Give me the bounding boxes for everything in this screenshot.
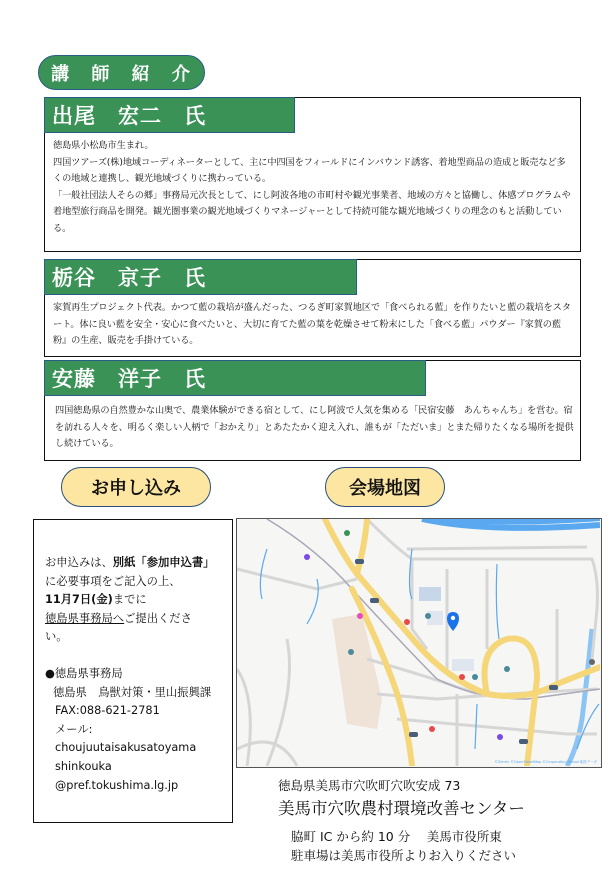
contact-email[interactable]: shinkouka (55, 759, 112, 773)
venue-parking: 駐車場は美馬市役所よりお入りください (291, 848, 517, 863)
map-heading: 会場地図 (325, 467, 445, 507)
apply-heading: お申し込み (61, 467, 211, 507)
apply-text: ご提出くださ (124, 611, 192, 625)
deadline-date: 11月7日(金) (45, 593, 113, 607)
bio-paragraph: 「一般社団法人そらの郷」事務局元次長として、にし阿波各地の市町村や観光事業者、地域の方々と協働し、体感プログラムや着地型旅行商品を開発。観光圏事業の観光地域づくりマネージャーとして持続可能な観光地域づくりの理念のもと活動している。 (53, 189, 571, 234)
speaker-name: 出尾 宏二 氏 (44, 97, 295, 133)
apply-text: に必要事項をご記入の上、 (45, 574, 181, 588)
speaker-card-1 (44, 97, 581, 252)
office-link[interactable]: 徳島県事務局へ (45, 611, 125, 625)
speaker-bio (53, 300, 574, 350)
speaker-card-2 (44, 259, 581, 357)
speaker-name: 栃谷 京子 氏 (44, 259, 357, 295)
map-graphic (237, 519, 600, 766)
bio-paragraph: 四国ツアーズ(株)地域コーディネーターとして、主に中四国をフィールドにインバウンド誘客、着地型商品の造成と販売など多くの地域と連携し、観光地域づくりに携わっている。 (53, 156, 566, 185)
contact-fax: FAX:088-621-2781 (55, 704, 160, 718)
apply-text: までに (112, 593, 147, 607)
bio-paragraph: 徳島県小松島市生まれ。 (53, 140, 154, 151)
bio-paragraph: 四国徳島県の自然豊かな山奥で、農業体験ができる宿として、にし阿波で人気を集める「民宿安藤 あんちゃんち」を営む。宿を訪れる人々を、明るく楽しい人柄で「おかえり」とあたたかく迎え入れ、誰もが「ただいま」とまた帰りたくなる場所を提供し続けている。 (55, 405, 574, 450)
venue-map[interactable] (236, 518, 602, 768)
application-info-box (33, 519, 233, 823)
speaker-card-3 (44, 360, 581, 461)
apply-text: お申込みは、 (45, 556, 113, 569)
venue-access: 脇町 IC から約 10 分 美馬市役所東 (291, 829, 502, 844)
speaker-bio (53, 138, 574, 238)
venue-name: 美馬市穴吹農村環境改善センター (278, 799, 525, 818)
contact-email[interactable]: @pref.tokushima.lg.jp (55, 778, 179, 792)
contact-info (45, 665, 232, 795)
speaker-bio (55, 403, 574, 453)
speaker-name: 安藤 洋子 氏 (44, 360, 426, 396)
contact-dept: 徳島県 鳥獣対策・里山振興課 (53, 685, 212, 699)
bio-paragraph: 家賀再生プロジェクト代表。かつて藍の栽培が盛んだった、つるぎ町家賀地区で「食べられる藍」を作りたいと藍の栽培をスタート。体に良い藍を安全・安心に食べたいと、大切に育てた藍の葉を乾燥させて粉末にした「食べる藍」パウダー『家賀の藍粉』の生産、販売を手掛けている。 (53, 302, 571, 347)
contact-mail-label: メール: (55, 722, 93, 736)
section-title-speakers: 講 師 紹 介 (38, 55, 205, 90)
apply-text: い。 (45, 630, 68, 644)
apply-instructions (45, 554, 232, 647)
contact-email[interactable]: choujuutaisakusatoyama (55, 741, 197, 755)
svg-text:©Zenrin ©OpenStreetMap ©Corpor: ©Zenrin ©OpenStreetMap ©Corporation Yahoo!地図データ (494, 760, 597, 764)
contact-org: ●徳島県事務局 (45, 666, 123, 680)
application-form-name: 別紙「参加申込書」 (112, 556, 215, 569)
venue-address: 徳島県美馬市穴吹町穴吹安成 73 (278, 778, 461, 793)
